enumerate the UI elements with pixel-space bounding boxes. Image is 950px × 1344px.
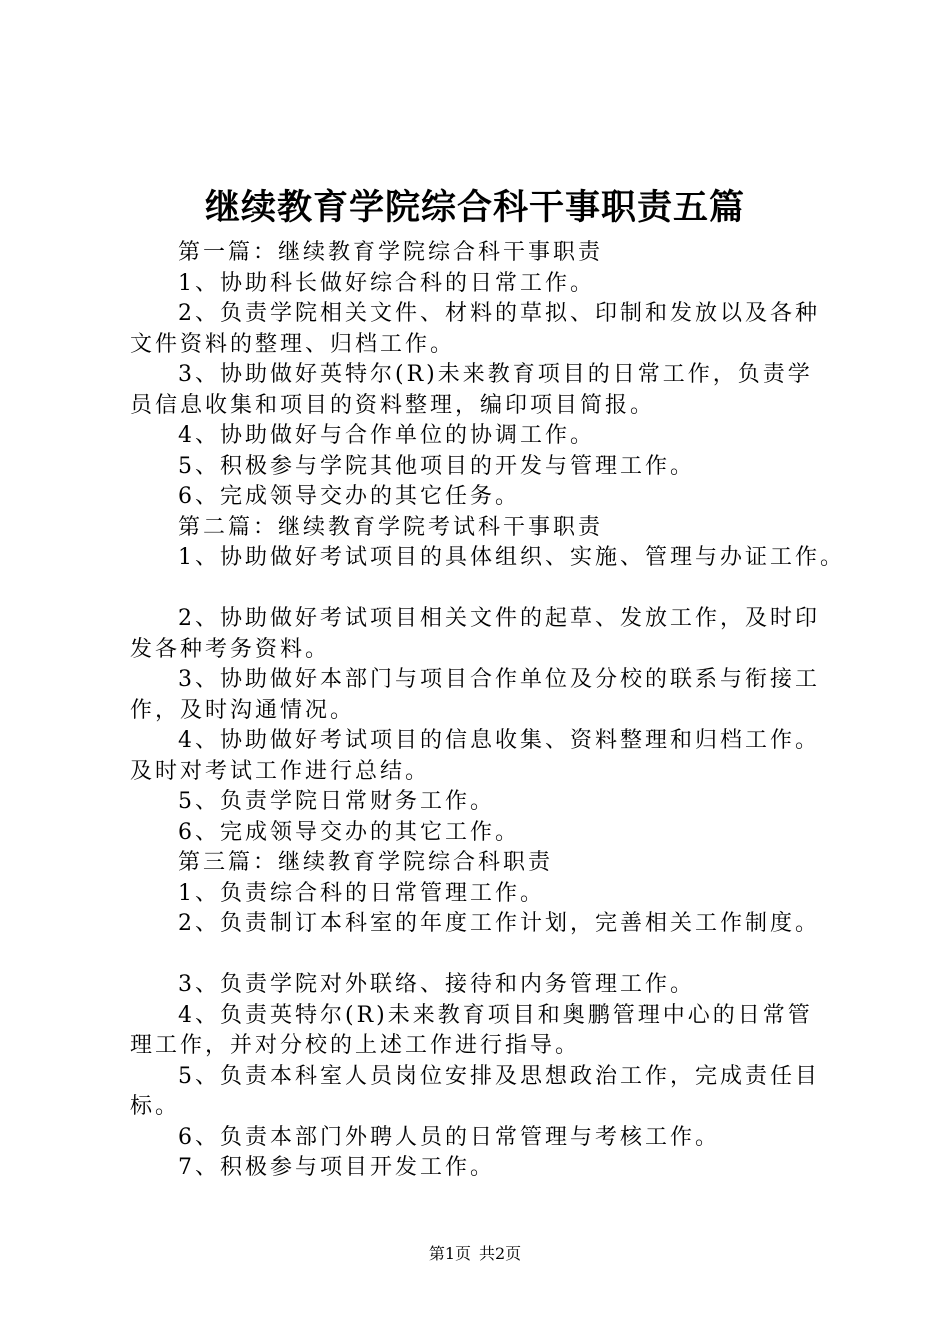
section-heading: 第一篇：继续教育学院综合科干事职责 [178,240,604,265]
paragraph-line: 6、完成领导交办的其它工作。 [178,819,520,845]
blank-line [130,574,845,605]
paragraph-line: 5、负责学院日常财务工作。 [178,789,495,814]
paragraph-line: 发各种考务资料。 [130,636,331,662]
blank-line [130,940,845,971]
paragraph-line: 文件资料的整理、归档工作。 [130,331,456,357]
paragraph-line: 1、协助做好考试项目的具体组织、实施、管理与办证工作。 [178,545,845,570]
paragraph-line: 6、负责本部门外聘人员的日常管理与考核工作。 [178,1124,720,1150]
paragraph-line: 4、协助做好与合作单位的协调工作。 [178,423,595,448]
paragraph-line: 作，及时沟通情况。 [130,697,356,723]
section-heading: 第三篇：继续教育学院综合科职责 [178,850,554,875]
paragraph-line: 2、协助做好考试项目相关文件的起草、发放工作，及时印 [178,606,820,631]
paragraph-line: 理工作，并对分校的上述工作进行指导。 [130,1033,581,1058]
paragraph-line: 员信息收集和项目的资料整理，编印项目简报。 [130,392,656,418]
paragraph-line: 3、协助做好英特尔(R)未来教育项目的日常工作，负责学 [178,362,813,387]
paragraph-line: 4、负责英特尔(R)未来教育项目和奥鹏管理中心的日常管 [178,1002,813,1028]
paragraph-line: 3、协助做好本部门与项目合作单位及分校的联系与衔接工 [178,667,820,692]
paragraph-line: 6、完成领导交办的其它任务。 [178,484,520,509]
page-title: 继续教育学院综合科干事职责五篇 [204,187,745,228]
section-heading: 第二篇：继续教育学院考试科干事职责 [178,514,604,540]
paragraph-line: 5、负责本科室人员岗位安排及思想政治工作，完成责任目 [178,1063,820,1089]
paragraph-line: 标。 [130,1094,181,1119]
page-footer [0,1243,950,1265]
paragraph-line: 2、负责制订本科室的年度工作计划，完善相关工作制度。 [178,911,820,936]
page-number: 第1页 [428,1244,471,1263]
paragraph-line: 及时对考试工作进行总结。 [130,758,431,784]
paragraph-line: 5、积极参与学院其他项目的开发与管理工作。 [178,453,695,479]
paragraph-line: 7、积极参与项目开发工作。 [178,1155,495,1180]
paragraph-line: 1、负责综合科的日常管理工作。 [178,880,545,906]
document-body [130,238,845,1184]
page-total: 共2页 [479,1244,522,1263]
paragraph-line: 3、负责学院对外联络、接待和内务管理工作。 [178,972,695,997]
paragraph-line: 1、协助科长做好综合科的日常工作。 [178,270,595,296]
paragraph-line: 4、协助做好考试项目的信息收集、资料整理和归档工作。 [178,728,820,753]
paragraph-line: 2、负责学院相关文件、材料的草拟、印制和发放以及各种 [178,301,820,326]
